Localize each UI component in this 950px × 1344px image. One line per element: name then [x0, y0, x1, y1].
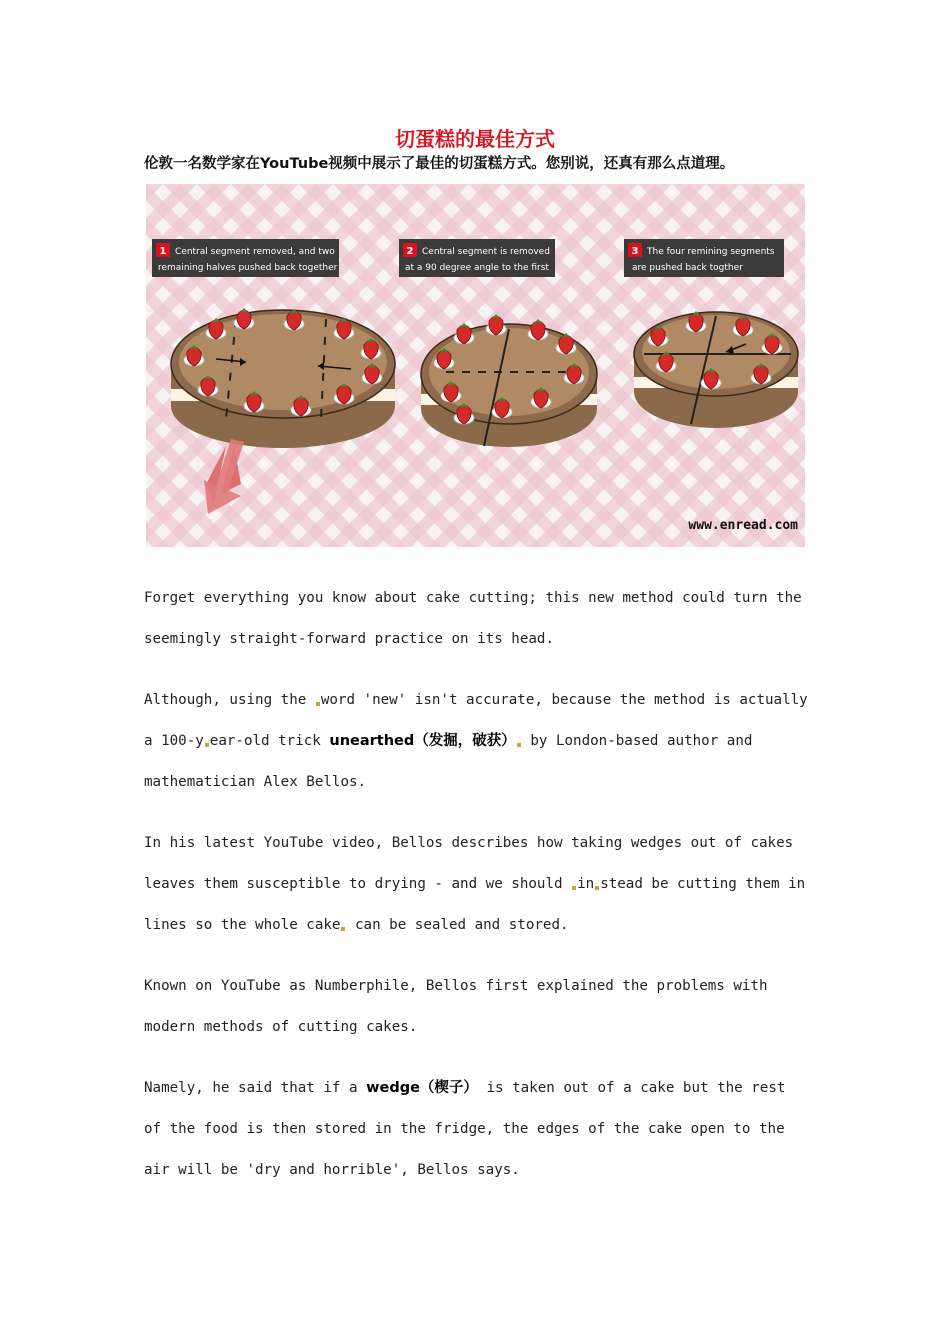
- highlight-mark: [341, 927, 345, 931]
- step-text-3b: are pushed back togther: [632, 263, 743, 273]
- highlight-mark: [517, 743, 521, 747]
- highlight-mark: [595, 886, 599, 890]
- paragraph-1: Forget everything you know about cake cutting; this new method could turn the seemingly straight-forward practice on its head.: [144, 590, 802, 647]
- vocab-term: unearthed（发掘，破获）: [329, 733, 516, 749]
- text-run: stead be cutting them in lines so the whole cake: [144, 876, 806, 933]
- text-run: Although, using the: [144, 692, 315, 708]
- watermark: www.enread.com: [688, 518, 798, 533]
- step-text-1b: remaining halves pushed back together: [158, 263, 338, 273]
- step-text-2b: at a 90 degree angle to the first: [405, 263, 549, 273]
- article-body: [144, 578, 809, 1211]
- step-text-3a: The four remining segments: [647, 247, 775, 257]
- page-title: 切蛋糕的最佳方式: [395, 127, 555, 151]
- paragraph-4: Known on YouTube as Numberphile, Bellos first explained the problems with modern methods of cutting cakes.: [144, 978, 768, 1035]
- step-label-1: [152, 239, 339, 277]
- subtitle: 伦敦一名数学家在YouTube视频中展示了最佳的切蛋糕方式。您别说，还真有那么点道理。: [144, 156, 735, 172]
- step-text-1a: Central segment removed, and two: [175, 247, 335, 257]
- cake-step-3: [634, 311, 798, 428]
- text-run: ear-old trick: [209, 733, 330, 749]
- text-run: word 'new' isn't accurate, because the method is actually a 100-y: [144, 692, 808, 749]
- step-number-1: 1: [159, 246, 167, 257]
- step-text-2a: Central segment is removed: [422, 247, 550, 257]
- text-run: can be sealed and stored.: [346, 917, 569, 933]
- vocab-term: wedge（楔子）: [366, 1080, 478, 1096]
- paragraph-5: [144, 1068, 809, 1191]
- highlight-mark: [572, 886, 576, 890]
- paragraph-3: [144, 823, 809, 946]
- step-number-2: 2: [406, 246, 414, 257]
- text-run: in: [577, 876, 595, 892]
- step-number-3: 3: [631, 246, 639, 257]
- cake-cutting-illustration: [146, 184, 805, 547]
- text-run: is taken out of a cake but the rest of the food is then stored in the fridge, the edges of the cake open to the air will be 'dry and horrible', Bellos says.: [144, 1080, 786, 1178]
- text-run: In his latest YouTube video, Bellos describes how taking wedges out of cakes leaves them susceptible to drying - and we should: [144, 835, 794, 892]
- highlight-mark: [316, 702, 320, 706]
- paragraph-2: [144, 680, 809, 803]
- step-label-3: [624, 239, 784, 277]
- text-run: by London-based author and mathematician Alex Bellos.: [144, 733, 753, 790]
- step-label-2: [399, 239, 555, 277]
- text-run: Namely, he said that if a: [144, 1080, 367, 1096]
- highlight-mark: [205, 743, 209, 747]
